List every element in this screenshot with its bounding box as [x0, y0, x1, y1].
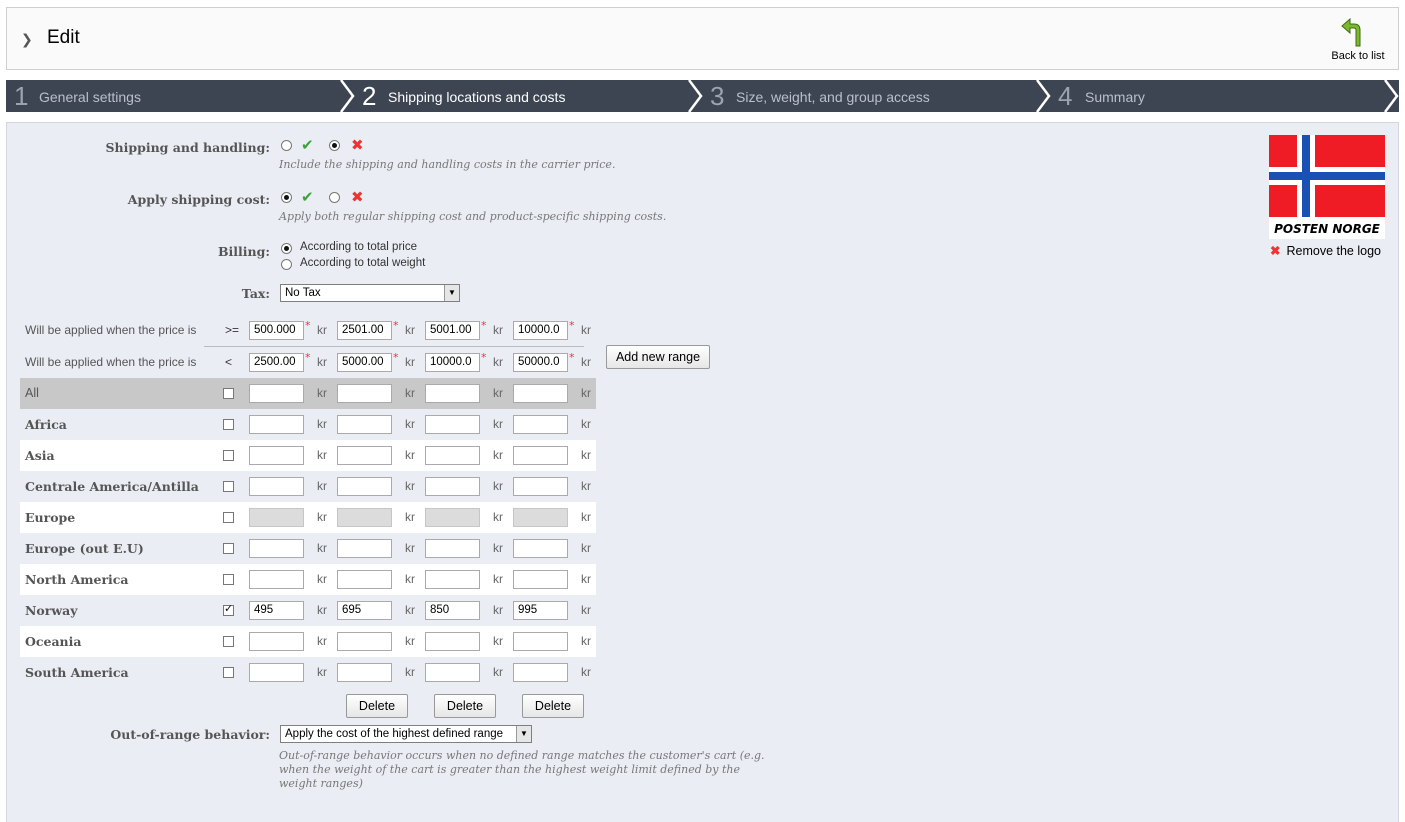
back-to-list-button[interactable] — [1330, 16, 1386, 62]
currency-label: kr — [317, 665, 327, 679]
table-row — [20, 502, 596, 533]
table-row — [20, 564, 596, 595]
currency-label: kr — [581, 541, 591, 555]
zone-checkbox[interactable] — [223, 605, 234, 616]
range-upper-input[interactable]: 50000.0 — [513, 353, 568, 372]
zone-name: Centrale America/Antilla — [25, 479, 199, 494]
out-of-range-label: Out-of-range behavior: — [110, 727, 270, 742]
step-label: Summary — [1085, 89, 1145, 105]
range-upper-input[interactable]: 10000.0 — [425, 353, 480, 372]
zone-checkbox[interactable] — [223, 543, 234, 554]
currency-label: kr — [493, 572, 503, 586]
zone-price-input — [425, 508, 480, 527]
zone-name: Norway — [25, 603, 78, 618]
zone-price-input[interactable] — [249, 384, 304, 403]
range-lower-input[interactable]: 2501.00 — [337, 321, 392, 340]
range-upper-operator: < — [225, 355, 233, 369]
zone-price-input — [513, 508, 568, 527]
check-icon: ✔ — [301, 136, 314, 154]
carrier-logo — [1269, 135, 1385, 239]
currency-label: kr — [317, 603, 327, 617]
range-lower-operator: >= — [225, 323, 240, 337]
zone-checkbox[interactable] — [223, 388, 234, 399]
required-marker: * — [481, 351, 487, 364]
currency-label: kr — [405, 386, 415, 400]
apply-shipping-no-radio[interactable] — [329, 192, 340, 203]
zone-name: South America — [25, 665, 129, 680]
currency-label: kr — [317, 541, 327, 555]
required-marker: * — [569, 351, 575, 364]
zone-price-input[interactable] — [513, 663, 568, 682]
required-marker: * — [305, 351, 311, 364]
currency-label: kr — [405, 510, 415, 524]
range-upper-row — [20, 347, 596, 378]
back-arrow-icon — [1330, 16, 1386, 48]
shipping-handling-hint: Include the shipping and handling costs in the carrier price. — [279, 158, 616, 171]
currency-label: kr — [493, 603, 503, 617]
currency-label: kr — [581, 355, 591, 369]
billing-total-weight-radio[interactable] — [281, 259, 292, 270]
currency-label: kr — [405, 448, 415, 462]
zone-price-input[interactable] — [425, 570, 480, 589]
currency-label: kr — [317, 417, 327, 431]
required-marker: * — [481, 319, 487, 332]
currency-label: kr — [581, 386, 591, 400]
currency-label: kr — [405, 323, 415, 337]
table-row — [20, 657, 596, 688]
currency-label: kr — [581, 634, 591, 648]
tax-select[interactable] — [280, 284, 460, 302]
required-marker: * — [393, 351, 399, 364]
apply-shipping-yes-radio[interactable] — [281, 192, 292, 203]
zone-name: Oceania — [25, 634, 82, 649]
billing-label: Billing: — [217, 244, 270, 259]
page-header — [6, 7, 1399, 70]
zone-price-input[interactable] — [425, 477, 480, 496]
zone-checkbox[interactable] — [223, 481, 234, 492]
zone-price-input[interactable] — [513, 632, 568, 651]
range-lower-label: Will be applied when the price is — [25, 323, 197, 337]
out-of-range-select-value: Apply the cost of the highest defined range — [285, 728, 504, 740]
zone-price-input[interactable] — [425, 663, 480, 682]
apply-shipping-hint: Apply both regular shipping cost and product-specific shipping costs. — [279, 210, 667, 223]
currency-label: kr — [493, 479, 503, 493]
remove-logo-link[interactable] — [1270, 243, 1381, 258]
required-marker: * — [305, 319, 311, 332]
zone-price-input[interactable] — [513, 570, 568, 589]
zone-name: All — [25, 386, 39, 400]
table-row — [20, 533, 596, 564]
zone-price-input[interactable] — [513, 384, 568, 403]
currency-label: kr — [405, 603, 415, 617]
zone-price-input[interactable] — [425, 539, 480, 558]
step-number: 1 — [14, 81, 29, 111]
currency-label: kr — [581, 448, 591, 462]
currency-label: kr — [581, 417, 591, 431]
check-icon: ✔ — [301, 188, 314, 206]
currency-label: kr — [405, 479, 415, 493]
wizard-steps — [6, 80, 1399, 112]
table-row — [20, 626, 596, 657]
delete-range-button[interactable]: Delete — [434, 694, 496, 718]
billing-total-weight-label: According to total weight — [300, 257, 426, 269]
currency-label: kr — [317, 572, 327, 586]
currency-label: kr — [405, 665, 415, 679]
shipping-handling-yes-radio[interactable] — [281, 140, 292, 151]
add-new-range-button[interactable]: Add new range — [606, 345, 710, 369]
currency-label: kr — [581, 665, 591, 679]
currency-label: kr — [317, 448, 327, 462]
table-row — [20, 471, 596, 502]
step-label: General settings — [39, 89, 141, 105]
zone-price-input[interactable] — [337, 415, 392, 434]
currency-label: kr — [317, 355, 327, 369]
step-separator-icon — [1381, 80, 1399, 112]
table-row — [20, 595, 596, 626]
currency-label: kr — [405, 541, 415, 555]
currency-label: kr — [493, 386, 503, 400]
zone-name: Europe — [25, 510, 76, 525]
currency-label: kr — [581, 572, 591, 586]
currency-label: kr — [317, 323, 327, 337]
step-label: Shipping locations and costs — [388, 89, 566, 105]
zone-checkbox[interactable] — [223, 512, 234, 523]
range-lower-row — [20, 315, 596, 346]
out-of-range-select[interactable] — [280, 725, 532, 743]
zone-price-input[interactable] — [249, 446, 304, 465]
range-lower-input[interactable]: 500.000 — [249, 321, 304, 340]
step-separator-icon — [685, 80, 705, 112]
range-upper-input[interactable]: 5000.00 — [337, 353, 392, 372]
zone-price-input[interactable] — [249, 539, 304, 558]
step-shipping-locations[interactable] — [356, 80, 686, 112]
currency-label: kr — [581, 479, 591, 493]
zone-price-input[interactable] — [337, 539, 392, 558]
zone-price-input[interactable] — [337, 632, 392, 651]
shipping-handling-no-radio[interactable] — [329, 140, 340, 151]
zone-price-input[interactable] — [513, 477, 568, 496]
currency-label: kr — [405, 572, 415, 586]
zone-price-input[interactable] — [337, 570, 392, 589]
delete-range-button[interactable]: Delete — [522, 694, 584, 718]
tax-label: Tax: — [241, 286, 270, 301]
page-title: Edit — [47, 27, 80, 48]
currency-label: kr — [581, 323, 591, 337]
range-upper-input[interactable]: 2500.00 — [249, 353, 304, 372]
billing-total-price-label: According to total price — [300, 241, 417, 253]
tax-select-value: No Tax — [285, 287, 321, 299]
zone-price-input[interactable] — [249, 477, 304, 496]
range-upper-label: Will be applied when the price is — [25, 355, 197, 369]
zone-checkbox[interactable] — [223, 450, 234, 461]
dropdown-arrow-icon: ▼ — [516, 726, 531, 742]
apply-shipping-label: Apply shipping cost: — [127, 192, 270, 207]
currency-label: kr — [317, 386, 327, 400]
zone-price-input[interactable] — [249, 415, 304, 434]
cross-icon: ✖ — [351, 136, 364, 154]
zone-price-input — [249, 508, 304, 527]
billing-total-price-radio[interactable] — [281, 243, 292, 254]
chevron-right-icon: ❯ — [21, 32, 33, 48]
zone-price-input[interactable] — [337, 663, 392, 682]
zone-checkbox[interactable] — [223, 636, 234, 647]
back-to-list-label: Back to list — [1331, 50, 1385, 62]
zone-price-input[interactable] — [513, 415, 568, 434]
zone-price-input[interactable] — [425, 446, 480, 465]
zone-price-input — [337, 508, 392, 527]
zone-price-input[interactable]: 495 — [249, 601, 304, 620]
range-lower-input[interactable]: 10000.0 — [513, 321, 568, 340]
step-number: 4 — [1058, 81, 1073, 111]
zone-price-input[interactable] — [425, 632, 480, 651]
currency-label: kr — [493, 323, 503, 337]
zone-price-input[interactable] — [513, 539, 568, 558]
step-summary[interactable] — [1052, 80, 1382, 112]
out-of-range-hint: Out-of-range behavior occurs when no defined range matches the customer's cart (e.g. when the weight of the cart is greater than the highest weight limit defined by the weight ranges) — [279, 749, 765, 790]
required-marker: * — [393, 319, 399, 332]
currency-label: kr — [493, 665, 503, 679]
step-label: Size, weight, and group access — [736, 89, 930, 105]
shipping-form-panel — [6, 122, 1399, 822]
currency-label: kr — [493, 510, 503, 524]
currency-label: kr — [317, 510, 327, 524]
currency-label: kr — [493, 634, 503, 648]
step-number: 2 — [362, 81, 377, 111]
step-size-weight[interactable] — [704, 80, 1034, 112]
required-marker: * — [569, 319, 575, 332]
zone-price-input[interactable]: 850 — [425, 601, 480, 620]
zone-price-input[interactable] — [337, 446, 392, 465]
currency-label: kr — [493, 541, 503, 555]
logo-text: POSTEN NORGE — [1274, 222, 1380, 236]
zone-name: Africa — [25, 417, 67, 432]
currency-label: kr — [405, 417, 415, 431]
zone-price-input[interactable] — [337, 384, 392, 403]
shipping-handling-label: Shipping and handling: — [105, 140, 270, 155]
currency-label: kr — [493, 448, 503, 462]
zone-price-input[interactable] — [249, 632, 304, 651]
currency-label: kr — [405, 355, 415, 369]
zone-price-input[interactable]: 995 — [513, 601, 568, 620]
zone-name: North America — [25, 572, 129, 587]
cross-icon: ✖ — [351, 188, 364, 206]
table-row — [20, 409, 596, 440]
zone-checkbox[interactable] — [223, 419, 234, 430]
currency-label: kr — [317, 634, 327, 648]
zone-checkbox[interactable] — [223, 667, 234, 678]
remove-logo-label: Remove the logo — [1286, 244, 1381, 258]
dropdown-arrow-icon: ▼ — [444, 285, 459, 301]
currency-label: kr — [581, 510, 591, 524]
table-row — [20, 440, 596, 471]
currency-label: kr — [405, 634, 415, 648]
zone-checkbox[interactable] — [223, 574, 234, 585]
zone-price-input[interactable] — [337, 477, 392, 496]
step-separator-icon — [337, 80, 357, 112]
zone-price-input[interactable] — [513, 446, 568, 465]
zone-row-all — [20, 378, 596, 409]
currency-label: kr — [581, 603, 591, 617]
zone-price-input[interactable] — [249, 570, 304, 589]
currency-label: kr — [317, 479, 327, 493]
currency-label: kr — [493, 355, 503, 369]
remove-icon: ✖ — [1270, 244, 1281, 258]
zone-name: Europe (out E.U) — [25, 541, 144, 556]
step-general-settings[interactable] — [6, 80, 341, 112]
step-separator-icon — [1033, 80, 1053, 112]
zone-name: Asia — [25, 448, 55, 463]
zone-price-input[interactable] — [425, 415, 480, 434]
currency-label: kr — [493, 417, 503, 431]
step-number: 3 — [710, 81, 725, 111]
zone-price-input[interactable] — [249, 663, 304, 682]
zone-price-input[interactable]: 695 — [337, 601, 392, 620]
delete-range-button[interactable]: Delete — [346, 694, 408, 718]
range-lower-input[interactable]: 5001.00 — [425, 321, 480, 340]
zone-price-input[interactable] — [425, 384, 480, 403]
